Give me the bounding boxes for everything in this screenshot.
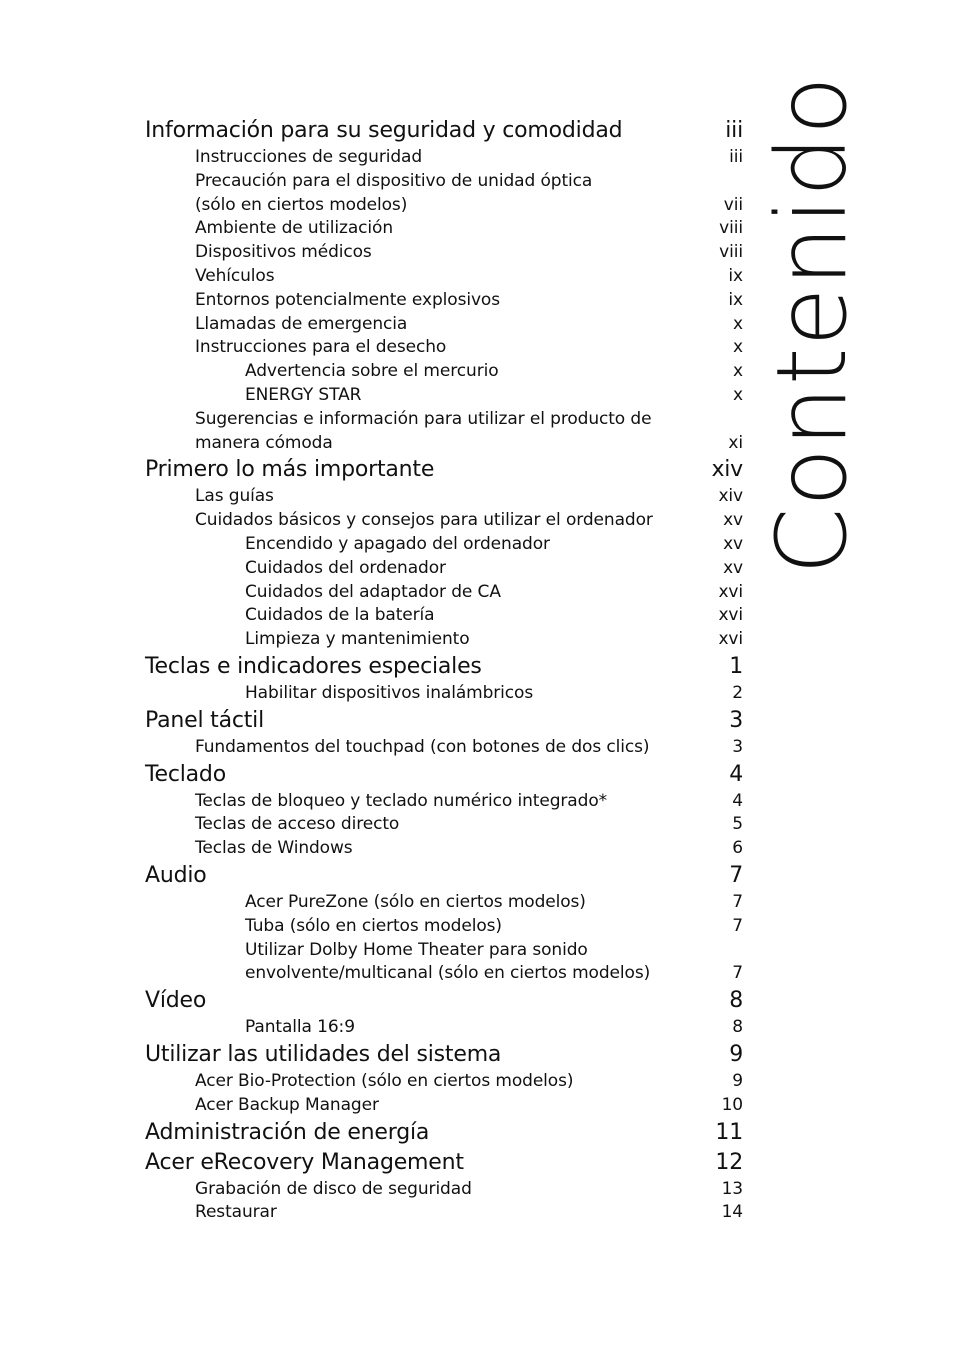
toc-entry-page: x — [733, 337, 743, 358]
toc-entry-page: xv — [723, 533, 743, 554]
toc-entry-title: Acer Backup Manager — [195, 1094, 379, 1115]
toc-entry-title-line: Utilizar Dolby Home Theater para sonido — [245, 939, 588, 960]
toc-entry-title: Primero lo más importante — [145, 457, 435, 483]
toc-entry-page: iii — [725, 118, 743, 143]
toc-section-entry[interactable] — [145, 1201, 743, 1225]
toc-entry-title: Teclas de Windows — [195, 838, 353, 859]
toc-entry-title: Instrucciones para el desecho — [195, 337, 447, 358]
toc-section-entry[interactable] — [145, 736, 743, 760]
toc-entry-title: ENERGY STAR — [245, 384, 362, 405]
toc-section-entry[interactable] — [145, 813, 743, 837]
toc-section-entry[interactable] — [145, 336, 743, 360]
toc-entry-page: x — [733, 384, 743, 405]
toc-entry-title-line: Sugerencias e información para utilizar el producto de — [195, 408, 652, 429]
toc-section-entry[interactable] — [145, 509, 743, 533]
toc-entry-page: 1 — [729, 653, 743, 679]
toc-section-entry[interactable] — [145, 1070, 743, 1094]
toc-entry-page: ix — [728, 289, 743, 310]
toc-entry-title: Utilizar las utilidades del sistema — [145, 1041, 502, 1067]
toc-chapter-entry[interactable] — [145, 116, 743, 146]
toc-chapter-entry[interactable] — [145, 1148, 743, 1178]
toc-chapter-entry[interactable] — [145, 1118, 743, 1148]
toc-entry-title: Audio — [145, 862, 207, 888]
toc-chapter-entry[interactable] — [145, 1040, 743, 1070]
toc-section-entry[interactable] — [145, 1094, 743, 1118]
toc-entry-page: iii — [729, 147, 743, 167]
toc-entry-page: xiv — [718, 486, 743, 507]
toc-entry-title: Panel táctil — [145, 707, 264, 733]
toc-subsection-entry[interactable] — [145, 604, 743, 628]
toc-section-entry[interactable] — [145, 1178, 743, 1202]
chapter-title-vertical — [756, 75, 868, 575]
toc-chapter-entry[interactable] — [145, 760, 743, 790]
toc-entry-title: Instrucciones de seguridad — [195, 147, 423, 167]
toc-entry-page: 8 — [732, 1017, 743, 1038]
toc-entry-page: 7 — [732, 963, 743, 984]
toc-chapter-entry[interactable] — [145, 706, 743, 736]
toc-entry-title: Restaurar — [195, 1202, 277, 1223]
toc-section-entry[interactable] — [145, 170, 743, 218]
toc-entry-title: Teclas de bloqueo y teclado numérico integrado* — [195, 790, 608, 811]
toc-section-entry[interactable] — [145, 241, 743, 265]
toc-subsection-entry[interactable] — [145, 557, 743, 581]
toc-entry-title-line: (sólo en ciertos modelos) — [195, 194, 408, 215]
toc-entry-page: xvi — [718, 605, 743, 626]
toc-entry-page: 9 — [729, 1041, 743, 1067]
toc-entry-title: Acer Bio-Protection (sólo en ciertos modelos) — [195, 1070, 574, 1091]
toc-entry-title: Teclado — [145, 761, 226, 787]
toc-entry-title: Grabación de disco de seguridad — [195, 1178, 472, 1199]
toc-entry-title: Limpieza y mantenimiento — [245, 629, 470, 650]
toc-entry-title: Administración de energía — [145, 1119, 430, 1145]
toc-entry-title: Cuidados básicos y consejos para utilizar el ordenador — [195, 510, 653, 531]
toc-subsection-entry[interactable] — [145, 915, 743, 939]
toc-entry-page: 13 — [721, 1178, 743, 1199]
toc-entry-page: 7 — [732, 891, 743, 912]
toc-chapter-entry[interactable] — [145, 986, 743, 1016]
toc-entry-title: Acer eRecovery Management — [145, 1149, 464, 1175]
toc-section-entry[interactable] — [145, 146, 743, 170]
toc-section-entry[interactable] — [145, 289, 743, 313]
toc-section-entry[interactable] — [145, 313, 743, 337]
toc-subsection-entry[interactable] — [145, 891, 743, 915]
toc-entry-page: ix — [728, 265, 743, 286]
toc-subsection-entry[interactable] — [145, 360, 743, 384]
toc-entry-page: 5 — [732, 814, 743, 835]
toc-entry-page: 7 — [732, 915, 743, 936]
toc-entry-page: x — [733, 361, 743, 382]
toc-subsection-entry[interactable] — [145, 384, 743, 408]
toc-entry-page: 6 — [732, 838, 743, 859]
toc-entry-page: 14 — [721, 1202, 743, 1223]
toc-entry-title: Teclas de acceso directo — [195, 814, 400, 835]
toc-entry-title: Vehículos — [195, 265, 275, 286]
toc-subsection-entry[interactable] — [145, 1016, 743, 1040]
toc-entry-title: Habilitar dispositivos inalámbricos — [245, 682, 534, 703]
toc-chapter-entry[interactable] — [145, 652, 743, 682]
toc-entry-title: Encendido y apagado del ordenador — [245, 533, 550, 554]
toc-entry-title: Las guías — [195, 486, 274, 507]
toc-entry-title — [245, 939, 722, 987]
toc-entry-page: viii — [719, 218, 743, 239]
toc-chapter-entry[interactable] — [145, 455, 743, 485]
toc-entry-title: Cuidados de la batería — [245, 605, 435, 626]
toc-entry-page: x — [733, 313, 743, 334]
toc-entry-title: Vídeo — [145, 988, 207, 1014]
toc-entry-title: Llamadas de emergencia — [195, 313, 408, 334]
toc-subsection-entry[interactable] — [145, 628, 743, 652]
toc-section-entry[interactable] — [145, 408, 743, 456]
toc-entry-page: 9 — [732, 1070, 743, 1091]
toc-entry-page: xvi — [718, 581, 743, 602]
toc-section-entry[interactable] — [145, 837, 743, 861]
toc-entry-page: xv — [723, 557, 743, 578]
toc-entry-page: 10 — [721, 1094, 743, 1115]
toc-entry-page: 8 — [729, 988, 743, 1014]
toc-entry-title: Cuidados del ordenador — [245, 557, 446, 578]
toc-entry-title: Advertencia sobre el mercurio — [245, 361, 499, 382]
toc-entry-title — [195, 170, 714, 218]
toc-chapter-entry[interactable] — [145, 861, 743, 891]
toc-entry-page: vii — [723, 194, 743, 215]
toc-subsection-entry[interactable] — [145, 682, 743, 706]
toc-entry-title-line: manera cómoda — [195, 432, 333, 453]
toc-entry-page: 4 — [729, 761, 743, 787]
table-of-contents — [145, 116, 743, 1225]
toc-section-entry[interactable] — [145, 265, 743, 289]
toc-entry-title: Entornos potencialmente explosivos — [195, 289, 500, 310]
toc-entry-page: 11 — [715, 1119, 743, 1145]
toc-entry-title: Pantalla 16:9 — [245, 1017, 355, 1038]
toc-entry-title: Ambiente de utilización — [195, 218, 394, 239]
toc-subsection-entry[interactable] — [145, 939, 743, 987]
toc-entry-title: Cuidados del adaptador de CA — [245, 581, 501, 602]
toc-entry-page: viii — [719, 242, 743, 263]
toc-section-entry[interactable] — [145, 217, 743, 241]
toc-entry-title-line: envolvente/multicanal (sólo en ciertos modelos) — [245, 963, 651, 984]
toc-entry-title: Fundamentos del touchpad (con botones de dos clics) — [195, 736, 650, 757]
toc-entry-page: xiv — [711, 457, 743, 483]
toc-entry-title: Información para su seguridad y comodidad — [145, 118, 623, 143]
toc-subsection-entry[interactable] — [145, 581, 743, 605]
toc-entry-page: 12 — [715, 1149, 743, 1175]
chapter-title-text: Contenido — [756, 75, 868, 575]
toc-entry-title — [195, 408, 718, 456]
toc-entry-page: 4 — [732, 790, 743, 811]
toc-entry-page: xvi — [718, 629, 743, 650]
toc-entry-page: 7 — [729, 862, 743, 888]
toc-entry-page: 3 — [732, 736, 743, 757]
toc-entry-title: Dispositivos médicos — [195, 242, 372, 263]
toc-entry-title: Teclas e indicadores especiales — [145, 653, 482, 679]
toc-entry-page: 2 — [732, 682, 743, 703]
toc-entry-title: Acer PureZone (sólo en ciertos modelos) — [245, 891, 586, 912]
toc-entry-title: Tuba (sólo en ciertos modelos) — [245, 915, 502, 936]
toc-entry-page: xi — [728, 432, 743, 453]
toc-entry-page: xv — [723, 510, 743, 531]
toc-entry-page: 3 — [729, 707, 743, 733]
toc-entry-title-line: Precaución para el dispositivo de unidad óptica — [195, 170, 593, 191]
toc-section-entry[interactable] — [145, 485, 743, 509]
toc-section-entry[interactable] — [145, 790, 743, 814]
toc-subsection-entry[interactable] — [145, 533, 743, 557]
